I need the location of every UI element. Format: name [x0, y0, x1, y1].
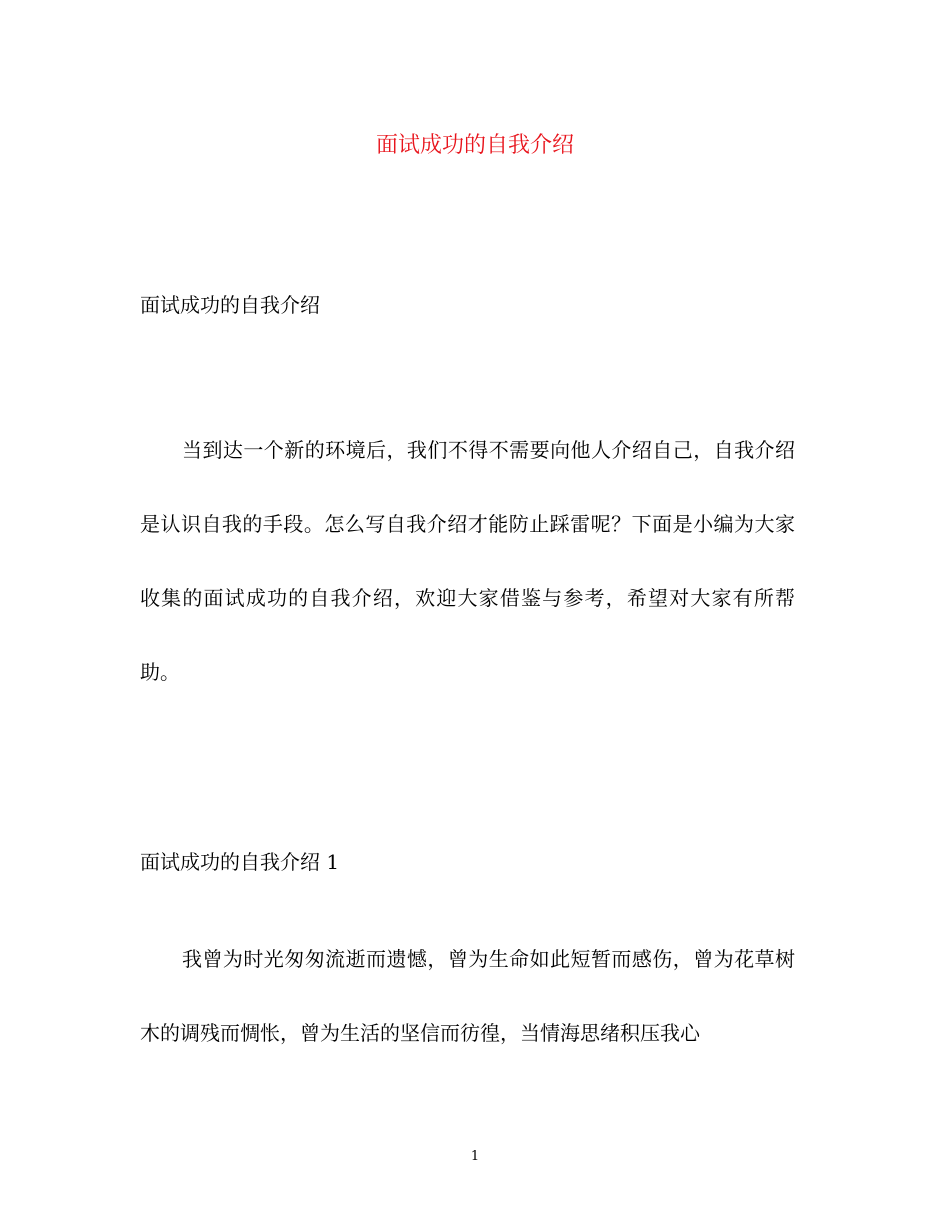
intro-paragraph: 当到达一个新的环境后，我们不得不需要向他人介绍自己，自我介绍是认识自我的手段。怎么写自我介绍才能防止踩雷呢？下面是小编为大家收集的面试成功的自我介绍，欢迎大家借鉴与参考，希望对大家有所帮助。 [140, 438, 795, 684]
page-number: 1 [470, 1149, 480, 1164]
paragraph-1: 我曾为时光匆匆流逝而遗憾，曾为生命如此短暂而感伤，曾为花草树木的调残而惆怅，曾为生活的坚信而彷徨，当情海思绪积压我心 [140, 947, 795, 1045]
section-heading: 面试成功的自我介绍 [140, 293, 320, 317]
subheading-1: 面试成功的自我介绍 1 [140, 850, 340, 874]
page-title: 面试成功的自我介绍 [375, 133, 574, 158]
